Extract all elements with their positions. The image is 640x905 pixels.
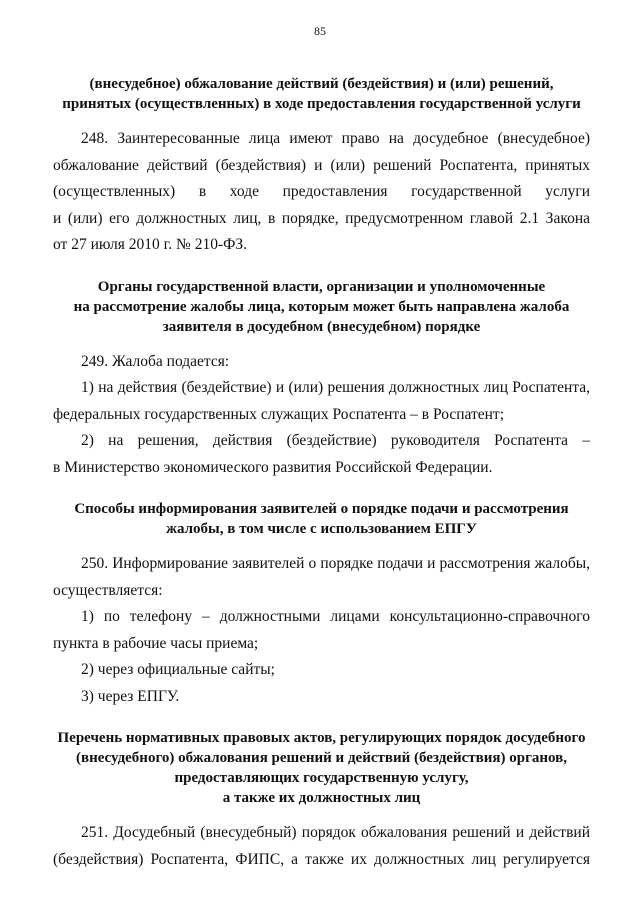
list-item-line: 2) на решения, действия (бездействие) руководителя Роспатента – [81, 432, 590, 449]
heading-line: жалобы, в том числе с использованием ЕПГУ [166, 521, 477, 537]
paragraph-249 [53, 349, 590, 482]
paragraph-line: (бездействия) Роспатента, ФИПС, а также их должностных лиц регулируется [53, 850, 590, 868]
page-number: 85 [314, 24, 326, 38]
paragraph-line: 251. Досудебный (внесудебный) порядок обжалования решений и действий [81, 824, 590, 841]
paragraph-line: от 27 июля 2010 г. № 210-ФЗ. [53, 236, 247, 253]
paragraph-line: 249. Жалоба подается: [81, 352, 230, 370]
heading-line: принятых (осуществленных) в ходе предоставления государственной услуги [62, 96, 581, 112]
list-item-line: пункта в рабочие часы приема; [53, 634, 259, 652]
paragraph-line: 248. Заинтересованные лица имеют право на досудебное (внесудебное) [81, 130, 590, 147]
list-item-line: в Министерство экономического развития Российской Федерации. [53, 458, 493, 476]
heading-line: заявителя в досудебном (внесудебном) порядке [162, 318, 481, 335]
list-item-line: 3) через ЕПГУ. [81, 687, 180, 705]
section-heading-legal-acts [53, 728, 590, 808]
heading-line: Органы государственной власти, организации и уполномоченные [97, 278, 546, 295]
heading-line: (внесудебное) обжалование действий (бездействия) и (или) решений, [89, 76, 554, 92]
paragraph-line: обжалование действий (бездействия) и (или) решений Роспатента, принятых [53, 156, 590, 174]
heading-line: (внесудебного) обжалования решений и действий (бездействия) органов, [75, 750, 568, 766]
heading-line: Способы информирования заявителей о порядке подачи и рассмотрения [74, 501, 569, 517]
paragraph-251 [53, 820, 590, 873]
paragraph-line: (осуществленных) в ходе предоставления государственной услуги [53, 183, 590, 200]
paragraph-line: и (или) его должностных лиц, в порядке, предусмотренном главой 2.1 Закона [53, 209, 590, 227]
heading-line: Перечень нормативных правовых актов, регулирующих порядок досудебного [57, 730, 586, 746]
section-heading-appeal [53, 74, 590, 114]
heading-line: а также их должностных лиц [222, 790, 421, 806]
heading-line: предоставляющих государственную услугу, [174, 770, 469, 786]
section-heading-authorities [53, 277, 590, 337]
page-content [53, 74, 590, 873]
list-item-line: 1) по телефону – должностными лицами консультационно-справочного [81, 608, 590, 625]
list-item-line: 2) через официальные сайты; [81, 661, 275, 678]
section-heading-informing [53, 499, 590, 539]
paragraph-250 [53, 551, 590, 710]
heading-line: на рассмотрение жалобы лица, которым может быть направлена жалоба [73, 298, 570, 315]
paragraph-line: осуществляется: [53, 581, 163, 599]
list-item-line: федеральных государственных служащих Роспатента – в Роспатент; [53, 405, 505, 423]
list-item-line: 1) на действия (бездействие) и (или) решения должностных лиц Роспатента, [81, 379, 590, 396]
paragraph-248 [53, 126, 590, 259]
paragraph-line: 250. Информирование заявителей о порядке подачи и рассмотрения жалобы, [81, 555, 590, 572]
